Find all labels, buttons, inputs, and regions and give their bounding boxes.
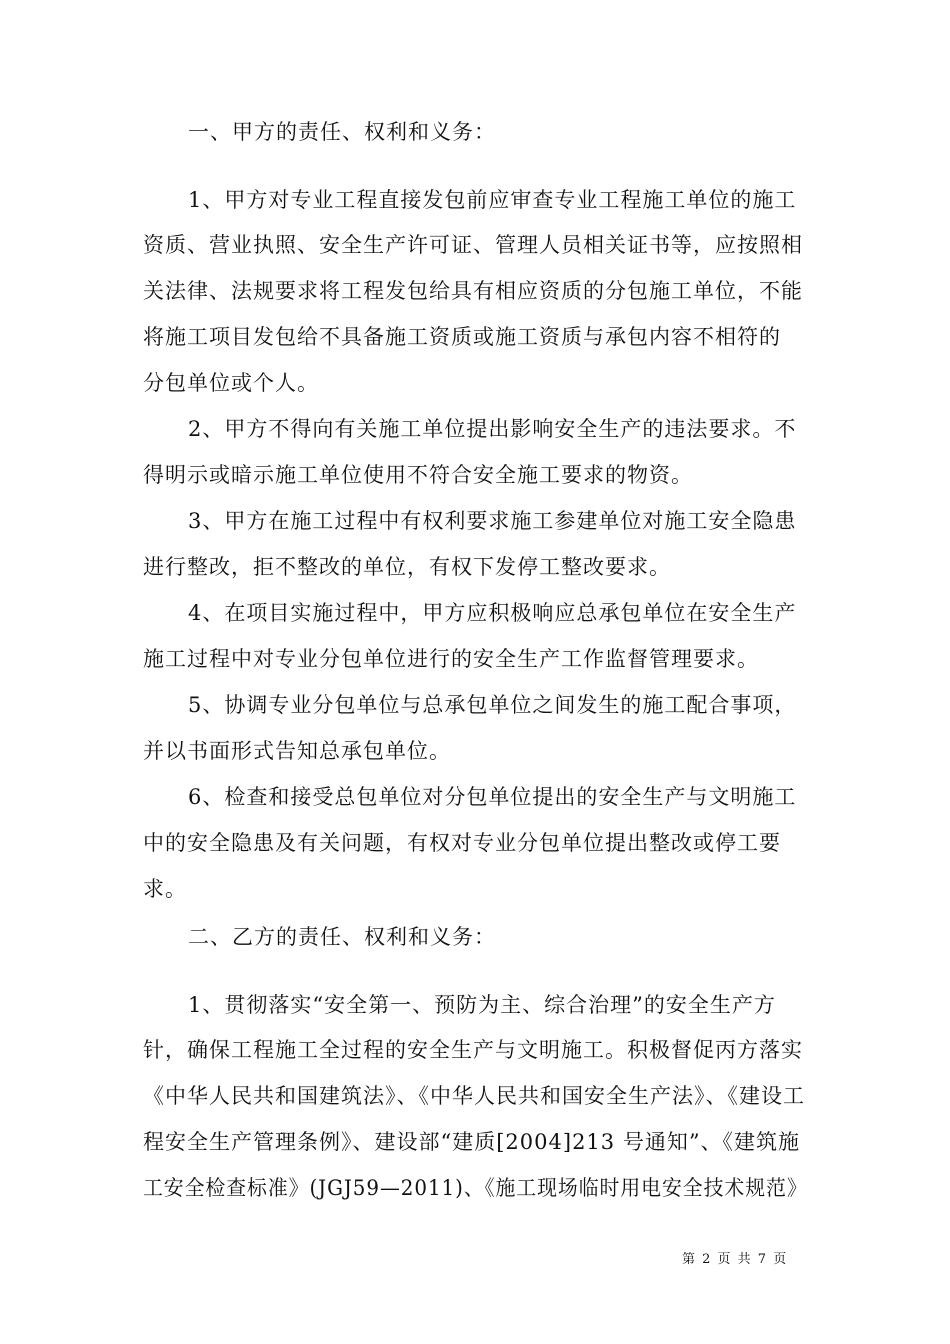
paragraph-line: 6、检查和接受总包单位对分包单位提出的安全生产与文明施工 <box>188 785 797 809</box>
paragraph-line: 3、甲方在施工过程中有权利要求施工参建单位对施工安全隐患 <box>188 509 797 533</box>
section-heading-party-b: 二、乙方的责任、权利和义务： <box>188 925 496 949</box>
paragraph-line: 进行整改，拒不整改的单位，有权下发停工整改要求。 <box>143 555 671 579</box>
page-number-footer: 第 2 页 共 7 页 <box>682 1252 787 1267</box>
paragraph-line: 将施工项目发包给不具备施工资质或施工资质与承包内容不相符的 <box>143 325 781 349</box>
paragraph-line: 中的安全隐患及有关问题，有权对专业分包单位提出整改或停工要 <box>143 831 781 855</box>
paragraph-line: 程安全生产管理条例》、建设部“建质[2004]213 号通知”、《建筑施 <box>143 1130 801 1154</box>
paragraph-line: 资质、营业执照、安全生产许可证、管理人员相关证书等，应按照相 <box>143 233 803 257</box>
paragraph-line: 施工过程中对专业分包单位进行的安全生产工作监督管理要求。 <box>143 647 759 671</box>
paragraph-line: 得明示或暗示施工单位使用不符合安全施工要求的物资。 <box>143 463 693 487</box>
paragraph-line: 求。 <box>143 877 187 901</box>
paragraph-line: 4、在项目实施过程中，甲方应积极响应总承包单位在安全生产 <box>188 601 797 625</box>
paragraph-line: 并以书面形式告知总承包单位。 <box>143 739 451 763</box>
paragraph-line: 5、协调专业分包单位与总承包单位之间发生的施工配合事项， <box>188 693 797 717</box>
paragraph-line: 针，确保工程施工全过程的安全生产与文明施工。积极督促丙方落实 <box>143 1038 803 1062</box>
paragraph-line: 2、甲方不得向有关施工单位提出影响安全生产的违法要求。不 <box>188 417 797 441</box>
section-heading-party-a: 一、甲方的责任、权利和义务： <box>188 120 496 144</box>
paragraph-line: 1、贯彻落实“安全第一、预防为主、综合治理”的安全生产方 <box>188 993 776 1017</box>
paragraph-line: 《中华人民共和国建筑法》、《中华人民共和国安全生产法》、《建设工 <box>143 1084 805 1108</box>
paragraph-line: 关法律、法规要求将工程发包给具有相应资质的分包施工单位，不能 <box>143 279 803 303</box>
paragraph-line: 分包单位或个人。 <box>143 371 319 395</box>
paragraph-line: 工安全检查标准》(JGJ59—2011)、《施工现场临时用电安全技术规范》 <box>143 1176 808 1200</box>
paragraph-line: 1、甲方对专业工程直接发包前应审查专业工程施工单位的施工 <box>188 188 797 212</box>
